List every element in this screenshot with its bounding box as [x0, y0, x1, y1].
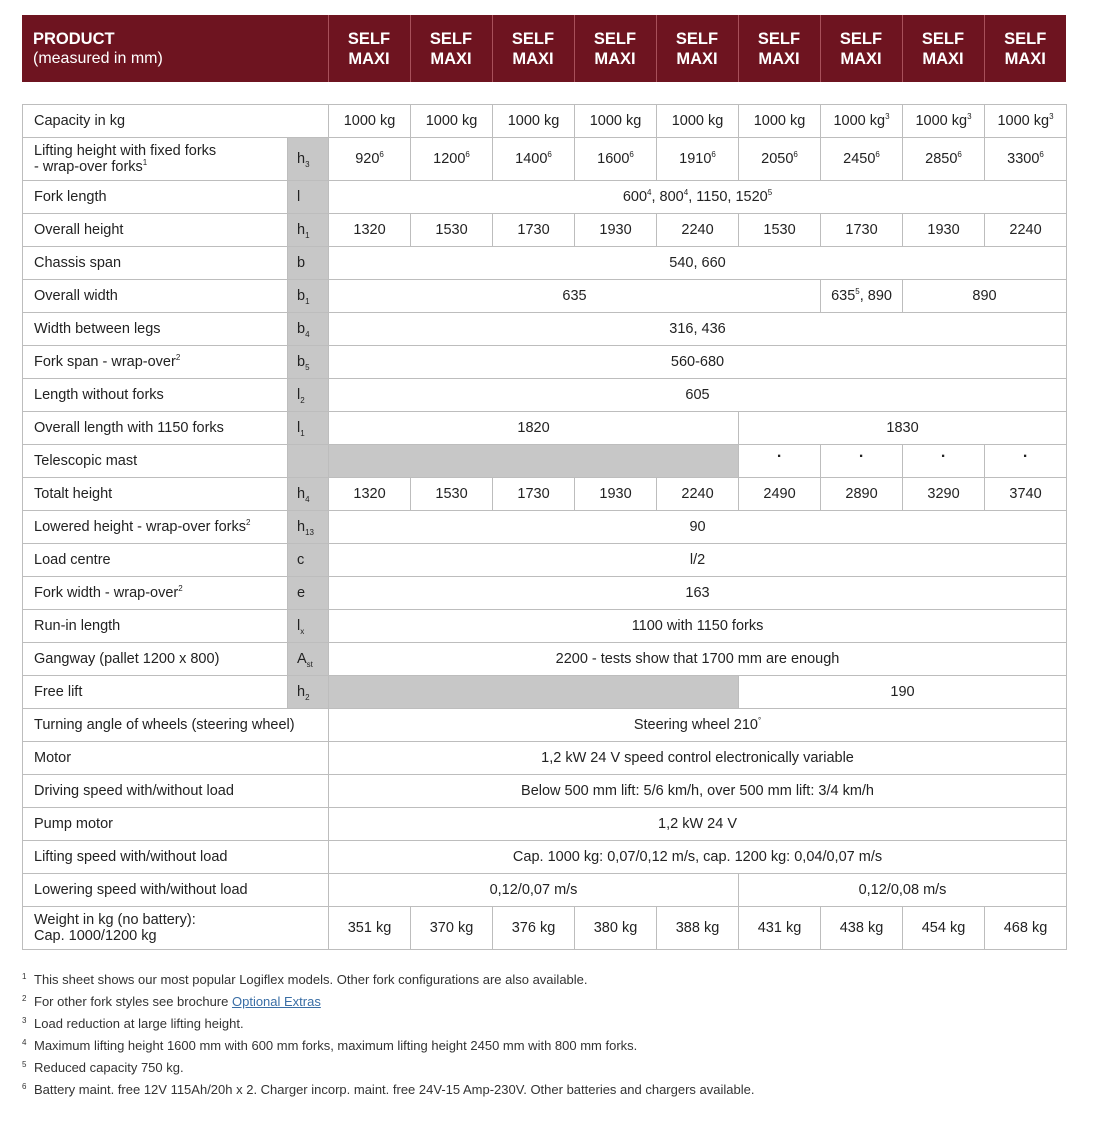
row-label: Width between legs	[23, 313, 288, 346]
footnote-number: 3	[22, 1016, 27, 1025]
value-cell: $600^4$, $800^4$, 1150, 1520$^5$	[329, 181, 1067, 214]
value-cell: 1530	[411, 478, 493, 511]
value-cell: 90	[329, 511, 1067, 544]
value-cell: 388 kg	[657, 907, 739, 950]
footnote	[22, 1013, 1066, 1035]
value-cell: 1400$^6$	[493, 138, 575, 181]
value-cell: Steering wheel 210°	[329, 709, 1067, 742]
optional-extras-link[interactable]: Optional Extras	[231, 994, 321, 1009]
value-cell	[821, 445, 903, 478]
value-cell: 3300$^6$	[985, 138, 1067, 181]
value-cell: Cap. 1000 kg: 0,07/0,12 m/s, cap. 1200 kg: 0,04/0,07 m/s	[329, 841, 1067, 874]
row-label: Overall width	[23, 280, 288, 313]
model-variant: MAXI	[430, 49, 472, 68]
row-label: Pump motor	[23, 808, 329, 841]
row-label: Length without forks	[23, 379, 288, 412]
symbol-cell: c	[288, 544, 329, 577]
row-label: Fork span - wrap-over$^2$	[23, 346, 288, 379]
symbol-cell: $l_x$	[288, 610, 329, 643]
model-variant: MAXI	[758, 49, 800, 68]
row-turning-angle	[23, 709, 1067, 742]
row-motor	[23, 742, 1067, 775]
footnote-text: Maximum lifting height 1600 mm with 600 mm forks, maximum lifting height 2450 mm with 800 mm forks.	[34, 1038, 638, 1053]
row-label: Overall height	[23, 214, 288, 247]
value-cell: 163	[329, 577, 1067, 610]
value-cell	[903, 445, 985, 478]
row-run-in-length	[23, 610, 1067, 643]
row-driving-speed	[23, 775, 1067, 808]
symbol-cell	[288, 445, 329, 478]
value-cell: 2240	[657, 478, 739, 511]
value-cell: 3740	[985, 478, 1067, 511]
spec-table	[22, 104, 1067, 950]
row-label: Capacity in kg	[23, 105, 329, 138]
footnote-number: 6	[22, 1082, 27, 1091]
row-label: Load centre	[23, 544, 288, 577]
value-cell: 2240	[657, 214, 739, 247]
symbol-cell: $h_1$	[288, 214, 329, 247]
value-cell: 1930	[575, 214, 657, 247]
row-length-without-forks	[23, 379, 1067, 412]
value-cell: 1000 kg	[657, 105, 739, 138]
product-subtitle: (measured in mm)	[33, 49, 163, 67]
value-cell: 1000 $kg^3$	[903, 105, 985, 138]
model-variant: MAXI	[348, 49, 390, 68]
included-mark: ·	[858, 448, 865, 465]
footnote-text: Battery maint. free 12V 115Ah/20h x 2. Charger incorp. maint. free 24V-15 Amp-230V. Other batteries and chargers available.	[34, 1082, 755, 1097]
symbol-cell: $h_4$	[288, 478, 329, 511]
row-label: Telescopic mast	[23, 445, 288, 478]
row-label: Free lift	[23, 676, 288, 709]
footnote	[22, 991, 1066, 1013]
row-label: Overall length with 1150 forks	[23, 412, 288, 445]
row-label: Lowering speed with/without load	[23, 874, 329, 907]
symbol-cell: $h_2$	[288, 676, 329, 709]
symbol-cell: $h_{13}$	[288, 511, 329, 544]
value-cell: 2490	[739, 478, 821, 511]
row-pump-motor	[23, 808, 1067, 841]
model-header	[820, 15, 902, 82]
model-header	[902, 15, 984, 82]
value-cell: 2200 - tests show that 1700 mm are enough	[329, 643, 1067, 676]
value-cell: 3290	[903, 478, 985, 511]
model-header	[574, 15, 656, 82]
value-cell: 1320	[329, 214, 411, 247]
row-weight	[23, 907, 1067, 950]
row-lifting-height	[23, 138, 1067, 181]
row-label: Driving speed with/without load	[23, 775, 329, 808]
value-cell: 1320	[329, 478, 411, 511]
footnote-number: 4	[22, 1038, 27, 1047]
value-cell: 380 kg	[575, 907, 657, 950]
symbol-cell: $h_3$	[288, 138, 329, 181]
row-capacity	[23, 105, 1067, 138]
footnote-text: Load reduction at large lifting height.	[34, 1016, 244, 1031]
value-cell: 2890	[821, 478, 903, 511]
symbol-cell: $l_2$	[288, 379, 329, 412]
value-cell: 190	[739, 676, 1067, 709]
model-variant: MAXI	[922, 49, 964, 68]
model-variant: MAXI	[840, 49, 882, 68]
row-label: Lifting speed with/without load	[23, 841, 329, 874]
model-name: SELF	[757, 29, 801, 48]
value-cell: 1000 kg	[493, 105, 575, 138]
model-header	[984, 15, 1066, 82]
value-cell: 560-680	[329, 346, 1067, 379]
value-cell: 1000 kg	[411, 105, 493, 138]
value-cell: 1600$^6$	[575, 138, 657, 181]
value-cell: 2850$^6$	[903, 138, 985, 181]
model-name: SELF	[1004, 29, 1047, 48]
model-variant: MAXI	[1004, 49, 1046, 68]
row-lifting-speed	[23, 841, 1067, 874]
value-cell: 351 kg	[329, 907, 411, 950]
row-label: Chassis span	[23, 247, 288, 280]
value-cell	[985, 445, 1067, 478]
symbol-cell: $b_5$	[288, 346, 329, 379]
row-overall-height	[23, 214, 1067, 247]
value-cell: 0,12/0,07 m/s	[329, 874, 739, 907]
symbol-cell: $l_1$	[288, 412, 329, 445]
value-cell: $920^6$	[329, 138, 411, 181]
value-cell: 316, 436	[329, 313, 1067, 346]
row-gangway	[23, 643, 1067, 676]
row-fork-length	[23, 181, 1067, 214]
row-label: Lifting height with fixed forks - wrap-over forks$^1$	[23, 138, 288, 181]
row-telescopic-mast	[23, 445, 1067, 478]
value-cell: 1200$^6$	[411, 138, 493, 181]
value-cell: 1910$^6$	[657, 138, 739, 181]
value-cell: 605	[329, 379, 1067, 412]
footnote-text: For other fork styles see brochure Optional Extras	[34, 994, 321, 1009]
footnote	[22, 1079, 1066, 1101]
model-variant: MAXI	[594, 49, 636, 68]
included-mark: ·	[1022, 448, 1029, 465]
model-name: SELF	[511, 29, 555, 48]
value-cell: 0,12/0,08 m/s	[739, 874, 1067, 907]
value-cell: 1530	[411, 214, 493, 247]
model-name: SELF	[347, 29, 391, 48]
symbol-cell: l	[288, 181, 329, 214]
model-header	[328, 15, 410, 82]
row-fork-span	[23, 346, 1067, 379]
symbol-cell: $A_{st}$	[288, 643, 329, 676]
included-mark: ·	[776, 448, 783, 465]
value-cell: 1100 with 1150 forks	[329, 610, 1067, 643]
header-table	[22, 15, 1066, 82]
row-total-height	[23, 478, 1067, 511]
value-cell: 431 kg	[739, 907, 821, 950]
model-header	[492, 15, 574, 82]
row-label: Gangway (pallet 1200 x 800)	[23, 643, 288, 676]
symbol-cell: b	[288, 247, 329, 280]
row-label: Fork width - wrap-over$^2$	[23, 577, 288, 610]
model-variant: MAXI	[512, 49, 554, 68]
row-fork-width	[23, 577, 1067, 610]
row-overall-width	[23, 280, 1067, 313]
model-name: SELF	[839, 29, 883, 48]
row-label: Lowered height - wrap-over forks$^2$	[23, 511, 288, 544]
value-cell: l/2	[329, 544, 1067, 577]
row-width-between-legs	[23, 313, 1067, 346]
value-cell: 2050$^6$	[739, 138, 821, 181]
value-cell: 1000 kg	[739, 105, 821, 138]
value-cell: 370 kg	[411, 907, 493, 950]
value-cell: 540, 660	[329, 247, 1067, 280]
model-name: SELF	[921, 29, 965, 48]
footnote-text: Reduced capacity 750 kg.	[34, 1060, 184, 1075]
row-label: Fork length	[23, 181, 288, 214]
footnote-number: 2	[22, 994, 27, 1003]
value-cell: 1730	[493, 214, 575, 247]
model-name: SELF	[593, 29, 637, 48]
footnote	[22, 1035, 1066, 1057]
model-header	[738, 15, 820, 82]
value-cell: 1530	[739, 214, 821, 247]
row-label: Run-in length	[23, 610, 288, 643]
row-chassis-span	[23, 247, 1067, 280]
value-cell: 1930	[575, 478, 657, 511]
empty-cell	[329, 445, 739, 478]
footnote	[22, 969, 1066, 991]
symbol-cell: e	[288, 577, 329, 610]
value-cell: 1730	[821, 214, 903, 247]
value-cell: 468 kg	[985, 907, 1067, 950]
model-name: SELF	[429, 29, 473, 48]
empty-cell	[329, 676, 739, 709]
value-cell: 1820	[329, 412, 739, 445]
value-cell: 2450$^6$	[821, 138, 903, 181]
model-header	[410, 15, 492, 82]
row-label: Turning angle of wheels (steering wheel)	[23, 709, 329, 742]
footnotes	[22, 969, 1066, 1101]
value-cell: 890	[903, 280, 1067, 313]
row-overall-length	[23, 412, 1067, 445]
footnote-number: 1	[22, 972, 27, 981]
value-cell: 1,2 kW 24 V speed control electronically variable	[329, 742, 1067, 775]
value-cell	[739, 445, 821, 478]
value-cell: 1000 kg	[575, 105, 657, 138]
row-label: Totalt height	[23, 478, 288, 511]
value-cell: 635	[329, 280, 821, 313]
value-cell: 376 kg	[493, 907, 575, 950]
model-header	[656, 15, 738, 82]
model-variant: MAXI	[676, 49, 718, 68]
footnote	[22, 1057, 1066, 1079]
value-cell: 1000 kg	[329, 105, 411, 138]
row-label: Motor	[23, 742, 329, 775]
value-cell: 1730	[493, 478, 575, 511]
row-lowering-speed	[23, 874, 1067, 907]
value-cell: 1830	[739, 412, 1067, 445]
value-cell: 1930	[903, 214, 985, 247]
symbol-cell: $b_1$	[288, 280, 329, 313]
footnote-number: 5	[22, 1060, 27, 1069]
row-load-centre	[23, 544, 1067, 577]
value-cell: 454 kg	[903, 907, 985, 950]
product-title: PRODUCT	[33, 29, 115, 48]
model-name: SELF	[675, 29, 719, 48]
row-lowered-height	[23, 511, 1067, 544]
value-cell: 438 kg	[821, 907, 903, 950]
included-mark: ·	[940, 448, 947, 465]
product-header	[22, 15, 328, 82]
footnote-text: This sheet shows our most popular Logiflex models. Other fork configurations are also available.	[34, 972, 588, 987]
value-cell: 1000 $kg^3$	[821, 105, 903, 138]
symbol-cell: $b_4$	[288, 313, 329, 346]
value-cell: Below 500 mm lift: 5/6 km/h, over 500 mm lift: 3/4 km/h	[329, 775, 1067, 808]
row-free-lift	[23, 676, 1067, 709]
value-cell: $635^5$, 890	[821, 280, 903, 313]
value-cell: 1000 $kg^3$	[985, 105, 1067, 138]
value-cell: 1,2 kW 24 V	[329, 808, 1067, 841]
value-cell: 2240	[985, 214, 1067, 247]
row-label: Weight in kg (no battery): Cap. 1000/1200 kg	[23, 907, 329, 950]
